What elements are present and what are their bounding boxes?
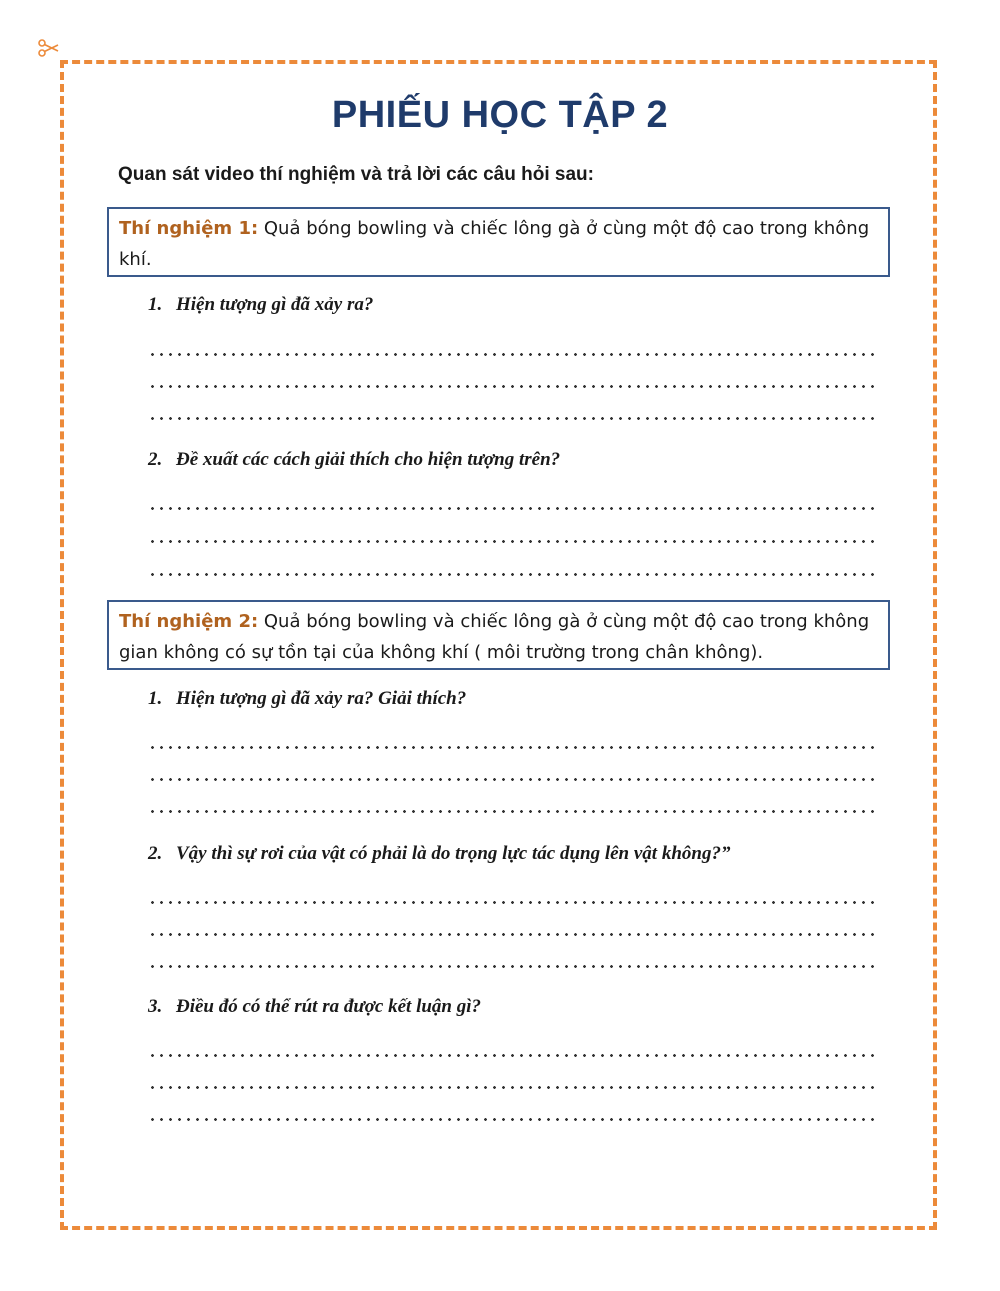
instructions: Quan sát video thí nghiệm và trả lời các câu hỏi sau: xyxy=(118,164,594,185)
exp2-question-3 xyxy=(148,996,481,1018)
question-number: 1. xyxy=(148,688,163,709)
question-text: Đề xuất các cách giải thích cho hiện tượng trên? xyxy=(176,449,561,470)
answer-line[interactable] xyxy=(148,1047,878,1059)
exp2-question-2 xyxy=(148,843,730,865)
page-title: PHIẾU HỌC TẬP 2 xyxy=(331,94,669,136)
answer-line[interactable] xyxy=(148,926,878,938)
scissors-icon xyxy=(36,38,66,58)
question-number: 2. xyxy=(148,449,163,470)
answer-line[interactable] xyxy=(148,378,878,390)
answer-line[interactable] xyxy=(148,958,878,970)
answer-line[interactable] xyxy=(148,1079,878,1091)
question-text: Điều đó có thể rút ra được kết luận gì? xyxy=(176,996,482,1017)
question-number: 1. xyxy=(148,294,163,315)
question-number: 3. xyxy=(148,996,163,1017)
question-text: Hiện tượng gì đã xảy ra? xyxy=(176,294,374,315)
answer-line[interactable] xyxy=(148,566,878,578)
answer-line[interactable] xyxy=(148,346,878,358)
question-text: Hiện tượng gì đã xảy ra? Giải thích? xyxy=(176,688,467,709)
answer-line[interactable] xyxy=(148,500,878,512)
answer-line[interactable] xyxy=(148,803,878,815)
exp1-question-1 xyxy=(148,294,373,316)
experiment-2-box xyxy=(107,600,890,670)
exp1-question-2 xyxy=(148,449,560,471)
answer-line[interactable] xyxy=(148,739,878,751)
answer-line[interactable] xyxy=(148,410,878,422)
experiment-2-text: Quả bóng bowling và chiếc lông gà ở cùng một độ cao trong không gian không có sự tồn tại của không khí ( môi trường trong chân không). xyxy=(119,611,870,663)
answer-line[interactable] xyxy=(148,1111,878,1123)
question-text: Vậy thì sự rơi của vật có phải là do trọng lực tác dụng lên vật không?” xyxy=(176,843,731,864)
answer-line[interactable] xyxy=(148,771,878,783)
experiment-1-box xyxy=(107,207,890,277)
experiment-2-label: Thí nghiệm 2: xyxy=(119,611,259,632)
exp2-question-1 xyxy=(148,688,466,710)
experiment-1-text: Quả bóng bowling và chiếc lông gà ở cùng một độ cao trong không khí. xyxy=(119,218,870,270)
answer-line[interactable] xyxy=(148,894,878,906)
answer-line[interactable] xyxy=(148,533,878,545)
question-number: 2. xyxy=(148,843,163,864)
experiment-1-label: Thí nghiệm 1: xyxy=(119,218,259,239)
